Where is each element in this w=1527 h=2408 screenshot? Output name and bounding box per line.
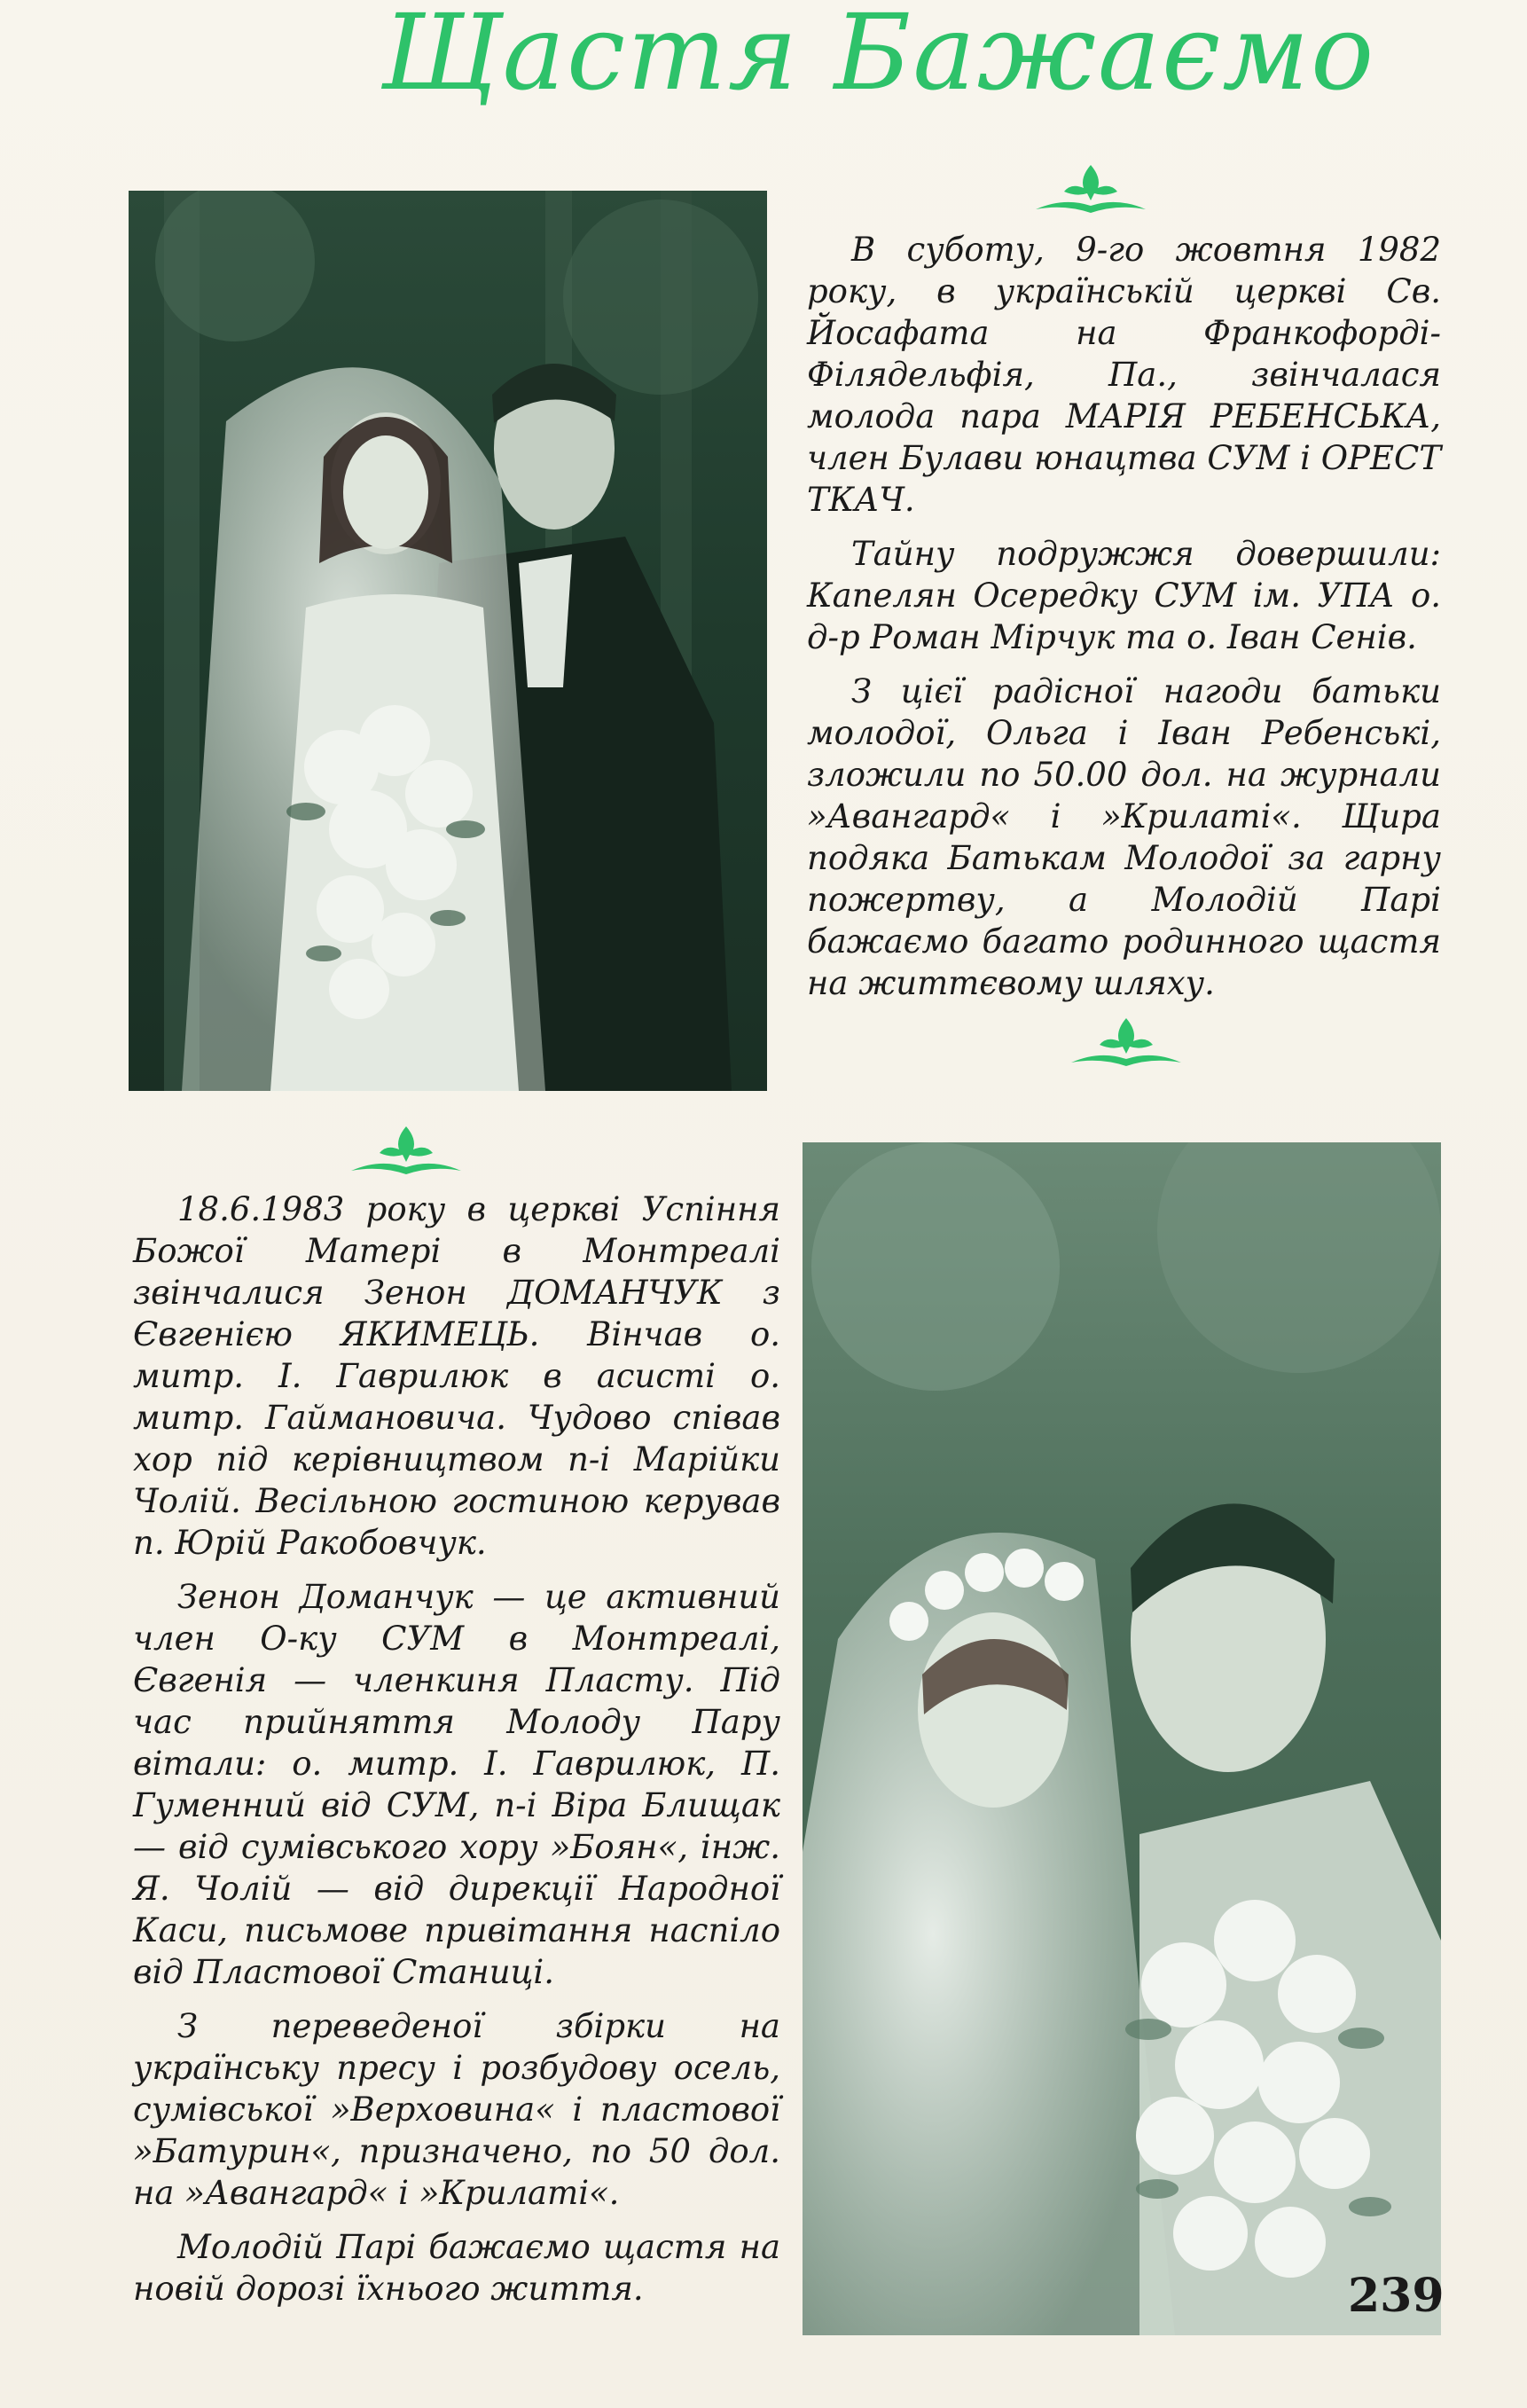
- wedding-photo-2-image: [803, 1142, 1441, 2335]
- article1-paragraph-3: З цієї радісної нагоди батьки молодої, Ольга і Іван Ребенські, зложили по 50.00 дол. на журнали »Авангард« і »Крилаті«. Щира подяка Батькам Молодої за гарну пожертву, а Молодій Парі бажаємо багато родинного щастя на життєвому шляху.: [807, 672, 1441, 1002]
- page-title: Щастя Бажаємо: [381, 0, 1376, 114]
- article1-paragraph-2: Тайну подружжя довершили: Капелян Осередку СУМ ім. УПА о. д-р Роман Мірчук та о. Іван Сенів.: [807, 535, 1441, 656]
- leaf-ornament-icon: [1029, 158, 1153, 220]
- wedding-photo-1-image: [129, 191, 767, 1091]
- article2-paragraph-4: Молодій Парі бажаємо щастя на новій дорозі їхнього життя.: [133, 2228, 780, 2308]
- wedding-photo-rebenska-tkach: [129, 191, 767, 1091]
- wedding-photo-domanchuk-yakymets: [803, 1142, 1441, 2335]
- page-number: 239: [1348, 2269, 1445, 2323]
- leaf-ornament-icon: [1064, 1011, 1188, 1073]
- article2-paragraph-1: 18.6.1983 року в церкві Успіння Божої Матері в Монтреалі звінчалися Зенон ДОМАНЧУК з Євгенією ЯКИМЕЦЬ. Вінчав о. митр. І. Гаврилюк в асисті о. митр. Гаймановича. Чудово співав хор під керівництвом п-і Марійки Чолій. Весільною гостиною керував п. Юрій Ракобовчук.: [133, 1190, 780, 1562]
- article-rebenska-tkach: [807, 229, 1441, 1016]
- leaf-ornament-icon: [344, 1119, 468, 1181]
- article2-paragraph-3: З переведеної збірки на українську пресу і розбудову осель, сумівської »Верховина« і пластової »Батурин«, призначено, по 50 дол. на »Авангард« і »Крилаті«.: [133, 2007, 780, 2212]
- article-domanchuk-yakymets: [133, 1188, 780, 2322]
- article2-paragraph-2: Зенон Доманчук — це активний член О-ку СУМ в Монтреалі, Євгенія — членкиня Пласту. Під час прийняття Молоду Пару вітали: о. митр. І. Гаврилюк, П. Гуменний від СУМ, п-і Віра Блищак — від сумівського хору »Боян«, інж. Я. Чолій — від дирекції Народної Каси, письмове привітання наспіло від Пластової Станиці.: [133, 1578, 780, 1991]
- article1-paragraph-1: В суботу, 9-го жовтня 1982 року, в українській церкві Св. Йосафата на Франкофорді-Філядельфія, Па., звінчалася молода пара МАРІЯ РЕБЕНСЬКА, член Булави юнацтва СУМ і ОРЕСТ ТКАЧ.: [807, 231, 1441, 519]
